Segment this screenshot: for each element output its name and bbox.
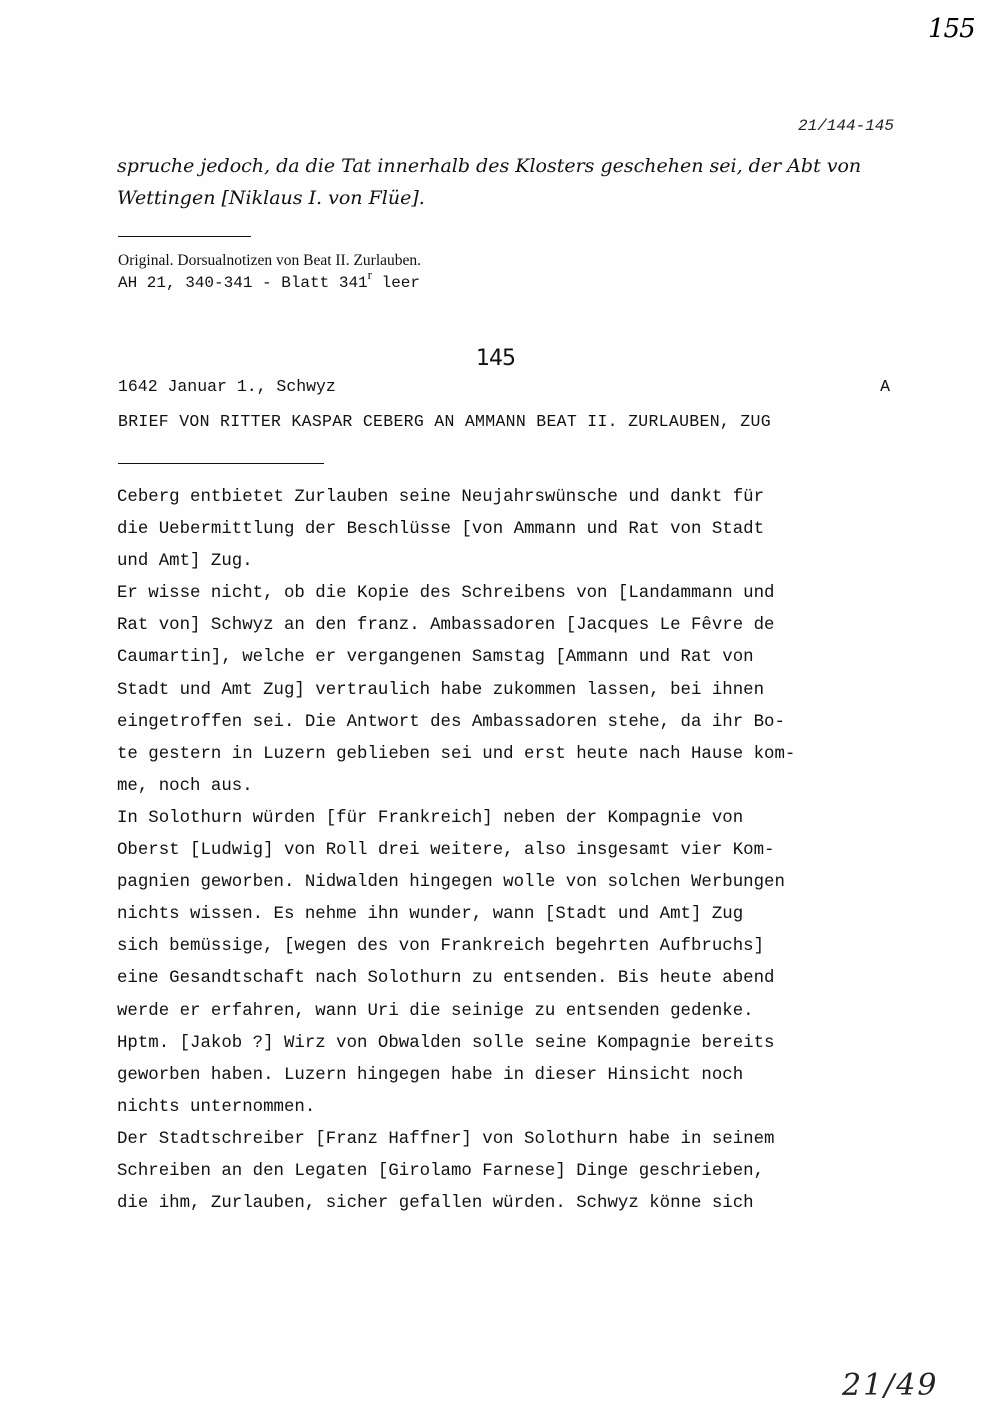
body-line: Der Stadtschreiber [Franz Haffner] von Solothurn habe in seinem [117, 1129, 775, 1149]
reference-number: 21/144-145 [797, 117, 894, 135]
body-line: nichts wissen. Es nehme ihn wunder, wann [Stadt und Amt] Zug [117, 905, 744, 925]
body-line: Ceberg entbietet Zurlauben seine Neujahrswünsche und dankt für [117, 488, 765, 507]
note-separator [118, 236, 251, 237]
body-line: Caumartin], welche er vergangenen Samstag [Ammann und Rat von [117, 648, 754, 668]
heading-separator [118, 463, 324, 464]
body-line: pagnien geworben. Nidwalden hingegen wolle von solchen Werbungen [117, 873, 785, 893]
body-line: eine Gesandtschaft nach Solothurn zu entsenden. Bis heute abend [117, 969, 775, 989]
recto-marker: r [367, 267, 372, 282]
body-line: werde er erfahren, wann Uri die seinige zu entsenden gedenke. [117, 1001, 754, 1021]
archive-reference: AH 21, 340-341 - Blatt 341 [118, 274, 368, 292]
dateline [118, 377, 890, 396]
source-note-line [118, 267, 421, 294]
summary-text [117, 482, 907, 1220]
body-line: Hptm. [Jakob ?] Wirz von Obwalden solle seine Kompagnie bereits [117, 1033, 775, 1053]
body-line: Rat von] Schwyz an den franz. Ambassadoren [Jacques Le Fêvre de [117, 616, 775, 636]
body-line: Er wisse nicht, ob die Kopie des Schreibens von [Landammann und [117, 584, 775, 604]
body-line: sich bemüssige, [wegen des von Frankreich begehrten Aufbruchs] [117, 937, 765, 957]
previous-text-line: spruche jedoch, da die Tat innerhalb des Klosters geschehen sei, der Abt von [117, 155, 862, 177]
body-line: te gestern in Luzern geblieben sei und erst heute nach Hause kom- [117, 744, 796, 764]
body-line: nichts unternommen. [117, 1097, 316, 1117]
body-line: und Amt] Zug. [117, 552, 253, 572]
body-line: geworben haben. Luzern hingegen habe in dieser Hinsicht noch [117, 1065, 744, 1085]
handwritten-footer: 21/49 [842, 1368, 939, 1403]
body-line: Oberst [Ludwig] von Roll drei weitere, also insgesamt vier Kom- [117, 841, 775, 861]
previous-text-line: Wettingen [Niklaus I. von Flüe]. [117, 187, 425, 209]
letter-marker: A [880, 377, 890, 396]
source-note [118, 250, 421, 294]
source-note-line: Original. Dorsualnotizen von Beat II. Zurlauben. [118, 252, 422, 269]
document-heading: BRIEF VON RITTER KASPAR CEBERG AN AMMANN BEAT II. ZURLAUBEN, ZUG [118, 412, 771, 431]
document-number: 145 [476, 346, 515, 371]
body-line: die Uebermittlung der Beschlüsse [von Ammann und Rat von Stadt [117, 520, 765, 540]
body-line: eingetroffen sei. Die Antwort des Ambassadoren stehe, da ihr Bo- [117, 712, 785, 732]
date-place: 1642 Januar 1., Schwyz [118, 377, 336, 396]
archive-reference-tail: leer [371, 274, 420, 292]
body-line: die ihm, Zurlauben, sicher gefallen würden. Schwyz könne sich [117, 1194, 754, 1214]
body-line: Stadt und Amt Zug] vertraulich habe zukommen lassen, bei ihnen [117, 680, 765, 700]
body-line: me, noch aus. [117, 776, 253, 796]
body-line: Schreiben an den Legaten [Girolamo Farnese] Dinge geschrieben, [117, 1161, 765, 1181]
previous-document-text [117, 150, 897, 214]
handwritten-page-number: 155 [928, 14, 975, 44]
body-line: In Solothurn würden [für Frankreich] neben der Kompagnie von [117, 808, 744, 828]
